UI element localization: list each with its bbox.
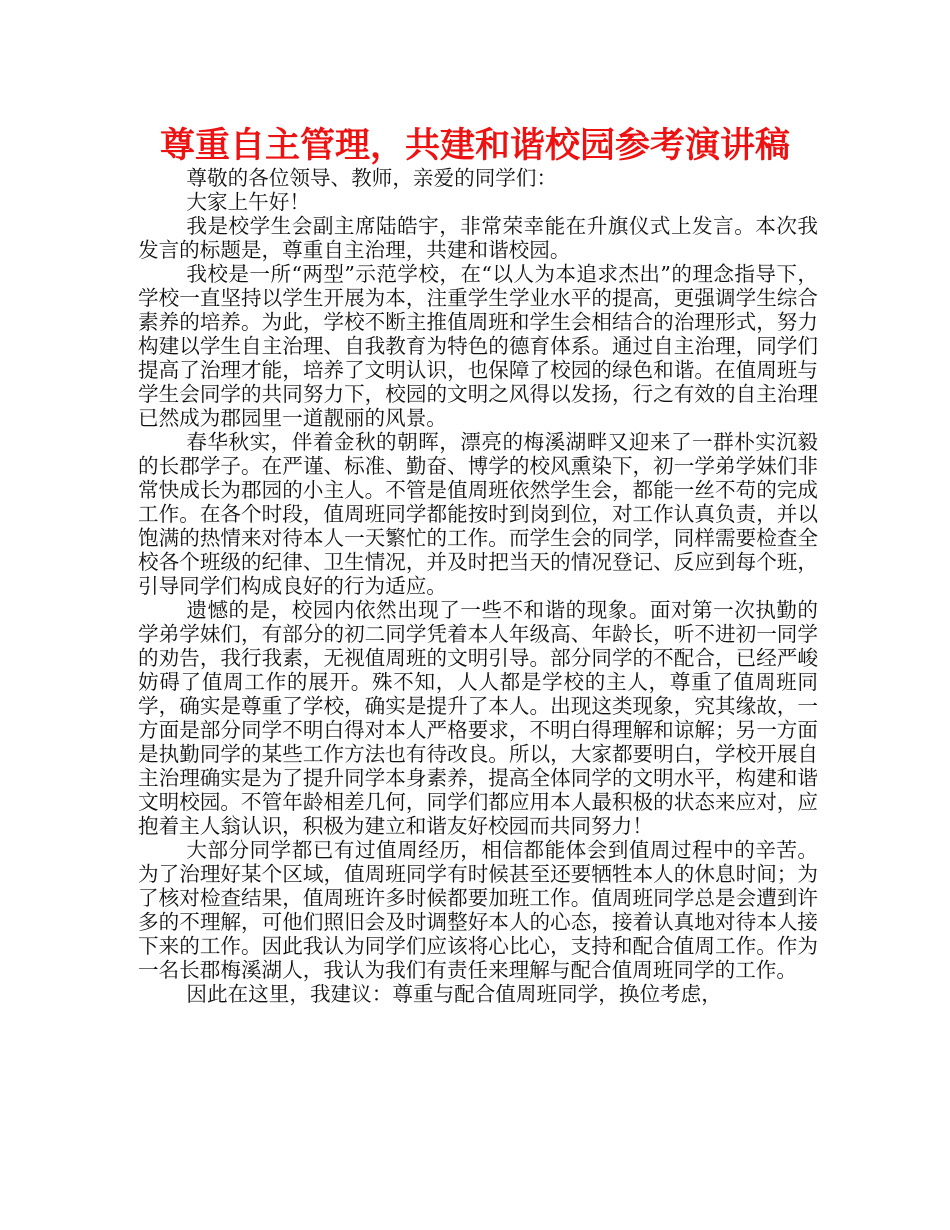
paragraph-school: 我校是一所“两型”示范学校，在“以人为本追求杰出”的理念指导下，学校一直坚持以学生开展为本，注重学生学业水平的提高，更强调学生综合素养的培养。为此，学校不断主推值周班和学生会相结合的治理形式，努力构建以学生自主治理、自我教育为特色的德育体系。通过自主治理，同学们提高了治理才能，培养了文明认识，也保障了校园的绿色和谐。在值周班与学生会同学的共同努力下，校园的文明之风得以发扬，行之有效的自主治理已然成为郡园里一道靓丽的风景。 xyxy=(138,262,818,430)
paragraph-suggestion: 因此在这里，我建议：尊重与配合值周班同学，换位考虑， xyxy=(186,982,722,1006)
paragraph-autumn: 春华秋实，伴着金秋的朝晖，漂亮的梅溪湖畔又迎来了一群朴实沉毅的长郡学子。在严谨、标准、勤奋、博学的校风熏染下，初一学弟学妹们非常快成长为郡园的小主人。不管是值周班依然学生会，都能一丝不苟的完成工作。在各个时段，值周班同学都能按时到岗到位，对工作认真负责，并以饱满的热情来对待本人一天繁忙的工作。而学生会的同学，同样需要检查全校各个班级的纪律、卫生情况，并及时把当天的情况登记、反应到每个班，引导同学们构成良好的行为适应。 xyxy=(138,430,818,598)
paragraph-intro: 我是校学生会副主席陆皓宇，非常荣幸能在升旗仪式上发言。本次我发言的标题是，尊重自主治理，共建和谐校园。 xyxy=(138,214,818,262)
paragraph-greeting: 尊敬的各位领导、教师，亲爱的同学们： xyxy=(186,166,558,190)
paragraph-regret: 遗憾的是，校园内依然出现了一些不和谐的现象。面对第一次执勤的学弟学妹们，有部分的初二同学凭着本人年级高、年龄长，听不进初一同学的劝告，我行我素，无视值周班的文明引导。部分同学的不配合，已经严峻妨碍了值周工作的展开。殊不知，人人都是学校的主人，尊重了值周班同学，确实是尊重了学校，确实是提升了本人。出现这类现象，究其缘故，一方面是部分同学不明白得对本人严格要求，不明白得理解和谅解；另一方面是执勤同学的某些工作方法也有待改良。所以，大家都要明白，学校开展自主治理确实是为了提升同学本身素养，提高全体同学的文明水平，构建和谐文明校园。不管年龄相差几何，同学们都应用本人最积极的状态来应对，应抱着主人翁认识，积极为建立和谐友好校园而共同努力！ xyxy=(138,598,818,838)
paragraph-duty: 大部分同学都已有过值周经历，相信都能体会到值周过程中的辛苦。为了治理好某个区域，值周班同学有时候甚至还要牺牲本人的休息时间；为了核对检查结果，值周班许多时候都要加班工作。值周班同学总是会遭到许多的不理解，可他们照旧会及时调整好本人的心态，接着认真地对待本人接下来的工作。因此我认为同学们应该将心比心，支持和配合值周工作。作为一名长郡梅溪湖人，我认为我们有责任来理解与配合值周班同学的工作。 xyxy=(138,838,818,982)
paragraph-hello: 大家上午好！ xyxy=(186,190,310,214)
document-body xyxy=(138,166,818,1006)
document-title: 尊重自主管理，共建和谐校园参考演讲稿 xyxy=(159,126,790,166)
